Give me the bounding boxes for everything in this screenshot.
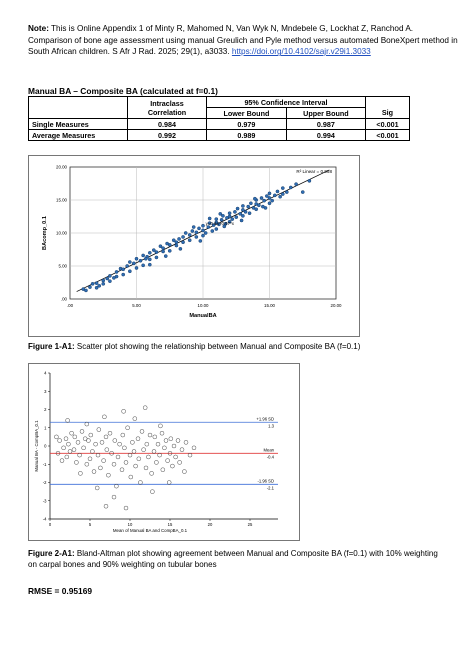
header-lower: Lower Bound	[207, 108, 287, 119]
scatter-point	[241, 204, 244, 207]
scatter-point	[181, 241, 184, 244]
appendix-note	[28, 23, 458, 58]
scatter-point	[201, 234, 204, 237]
table-header-row	[29, 97, 410, 108]
x-tick-label: 20	[207, 522, 213, 527]
scatter-point	[162, 250, 165, 253]
scatter-point	[201, 229, 204, 232]
row-label: Single Measures	[29, 119, 128, 130]
scatter-point	[308, 179, 311, 182]
row-sig: <0.001	[365, 130, 409, 141]
scatter-point	[115, 275, 118, 278]
scatter-point	[135, 257, 138, 260]
scatter-point	[201, 224, 204, 227]
reference-line-value: 1.3	[268, 423, 274, 429]
y-tick-label: 3	[44, 388, 47, 394]
y-tick-label: .00	[60, 296, 67, 302]
scatter-point	[102, 279, 105, 282]
row-upper: 0.994	[286, 130, 365, 141]
scatter-point	[295, 183, 298, 186]
scatter-point	[271, 199, 274, 202]
y-tick-label: 2	[44, 407, 47, 412]
scatter-point	[188, 233, 191, 236]
row-icc: 0.992	[128, 130, 207, 141]
table-row	[29, 119, 410, 130]
scatter-point	[235, 216, 238, 219]
scatter-point	[91, 282, 94, 285]
scatter-point	[177, 237, 180, 240]
header-icc: Intraclass Correlation	[128, 97, 207, 119]
scatter-point	[191, 229, 194, 232]
scatter-point	[164, 255, 167, 258]
scatter-point	[268, 202, 271, 205]
scatter-plot-figure	[28, 155, 360, 337]
reference-line-name: -1.96 SD	[257, 478, 274, 484]
scatter-point	[248, 212, 251, 215]
scatter-point	[142, 264, 145, 267]
row-icc: 0.984	[128, 119, 207, 130]
r2-legend: R² Linear = 0.968	[296, 169, 332, 174]
x-tick-label: 25	[247, 522, 253, 527]
icc-table	[28, 96, 410, 141]
x-axis-label: ManualBA	[189, 313, 217, 319]
scatter-point	[199, 239, 202, 242]
row-lower: 0.979	[207, 119, 287, 130]
y-tick-label: -3	[42, 498, 47, 504]
scatter-point	[249, 202, 252, 205]
row-upper: 0.987	[286, 119, 365, 130]
y-tick-label: 5.00	[58, 263, 67, 269]
scatter-point	[276, 190, 279, 193]
scatter-point	[181, 235, 184, 238]
scatter-point	[135, 266, 138, 269]
scatter-point	[255, 208, 258, 211]
y-axis-label: Manual BA - CompBA_0.1	[34, 420, 39, 472]
y-tick-label: -1	[42, 461, 47, 467]
scatter-point	[175, 244, 178, 247]
table-row	[29, 130, 410, 141]
scatter-point	[285, 190, 288, 193]
scatter-point	[126, 264, 129, 267]
figure2-caption	[28, 548, 448, 570]
x-tick-label: 15.00	[264, 303, 275, 308]
scatter-point	[128, 260, 131, 263]
figure2-caption-text: Bland-Altman plot showing agreement between Manual and Composite BA (f=0.1) with 10% weighting on carpal bones and 90% weighting on tubular bones	[28, 549, 438, 569]
scatter-point	[289, 186, 292, 189]
table-corner-cell	[29, 97, 128, 119]
reference-line-name: +1.96 SD	[256, 416, 274, 422]
scatter-point	[184, 231, 187, 234]
scatter-point	[195, 231, 198, 234]
scatter-point	[115, 270, 118, 273]
scatter-point	[268, 192, 271, 195]
scatter-point	[228, 215, 231, 218]
figure1-caption	[28, 341, 458, 352]
x-axis-label: Mean of Manual BA and CompBA_0.1	[112, 528, 188, 533]
scatter-point	[162, 247, 165, 250]
figure1-caption-label: Figure 1-A1:	[28, 342, 75, 351]
scatter-point	[241, 214, 244, 217]
header-sig: Sig	[365, 108, 409, 119]
scatter-point	[108, 280, 111, 283]
scatter-point	[139, 259, 142, 262]
figure1-caption-text: Scatter plot showing the relationship between Manual and Composite BA (f=0.1)	[74, 342, 361, 351]
scatter-point	[279, 195, 282, 198]
scatter-point	[233, 210, 236, 213]
x-tick-label: 10	[127, 522, 133, 527]
scatter-point	[281, 187, 284, 190]
header-sig-top	[365, 97, 409, 108]
y-tick-label: 20.00	[56, 164, 67, 170]
scatter-point	[301, 190, 304, 193]
x-tick-label: 0	[48, 522, 52, 527]
reference-line-name: Mean	[263, 447, 274, 453]
scatter-point	[281, 192, 284, 195]
scatter-point	[148, 258, 151, 261]
scatter-point	[260, 196, 263, 199]
y-tick-label: -2	[42, 480, 47, 485]
scatter-point	[179, 247, 182, 250]
scatter-point	[204, 231, 207, 234]
scatter-point	[244, 210, 247, 213]
rmse-value: RMSE = 0.95169	[28, 586, 93, 596]
scatter-point	[122, 273, 125, 276]
scatter-point	[155, 251, 158, 254]
table-title: Manual BA – Composite BA (calculated at f=0.1)	[28, 86, 218, 96]
y-tick-label: 10.00	[56, 230, 67, 236]
row-lower: 0.989	[207, 130, 287, 141]
scatter-point	[106, 277, 109, 280]
scatter-point	[236, 207, 239, 210]
bland-altman-figure	[28, 363, 300, 541]
y-axis-label: BAcomp_0.1	[42, 216, 48, 250]
scatter-point	[215, 227, 218, 230]
scatter-point	[148, 263, 151, 266]
scatter-point	[108, 274, 111, 277]
scatter-point	[168, 249, 171, 252]
scatter-point	[84, 289, 87, 292]
scatter-point	[247, 205, 250, 208]
scatter-point	[144, 257, 147, 260]
scatter-point	[208, 217, 211, 220]
note-text: This is Online Appendix 1 of Minty R, Mahomed N, Van Wyk N, Mndebele G, Lockhat Z, Ranchod A. Comparison of bone age assessment using manual Greulich and Pyle method versus automated BoneXpert method in South African children. S Afr J Rad. 2025; 29(1), a3033.	[28, 24, 458, 57]
scatter-point	[192, 225, 195, 228]
figure2-caption-label: Figure 2-A1:	[28, 549, 75, 558]
note-label: Note:	[28, 24, 49, 33]
scatter-point	[257, 204, 260, 207]
scatter-point	[122, 268, 125, 271]
x-tick-label: 5.00	[132, 303, 141, 308]
reference-line-value: -2.1	[266, 485, 274, 491]
header-upper: Upper Bound	[286, 108, 365, 119]
y-tick-label: 0	[44, 443, 47, 449]
scatter-point	[98, 284, 101, 287]
scatter-point	[95, 282, 98, 285]
row-label: Average Measures	[29, 130, 128, 141]
doi-link[interactable]: https://doi.org/10.4102/sajr.v29i1.3033	[231, 47, 371, 57]
row-sig: <0.001	[365, 119, 409, 130]
x-tick-label: 20.00	[330, 303, 342, 308]
scatter-point	[155, 256, 158, 259]
scatter-point	[142, 254, 145, 257]
scatter-point	[195, 235, 198, 238]
x-tick-label: .00	[66, 303, 74, 308]
scatter-point	[219, 212, 222, 215]
scatter-point	[253, 197, 256, 200]
x-tick-label: 10.00	[197, 303, 209, 308]
y-tick-label: 15.00	[56, 197, 67, 203]
scatter-point	[264, 206, 267, 209]
scatter-point	[188, 239, 191, 242]
scatter-point	[263, 199, 266, 202]
scatter-point	[240, 219, 243, 222]
y-tick-label: 4	[44, 370, 47, 376]
scatter-point	[268, 196, 271, 199]
scatter-point	[102, 282, 105, 285]
scatter-point	[128, 270, 131, 273]
scatter-point	[132, 262, 135, 265]
scatter-point	[168, 243, 171, 246]
scatter-point	[148, 251, 151, 254]
x-tick-label: 5	[88, 522, 92, 527]
scatter-point	[175, 241, 178, 244]
reference-line-value: -0.4	[266, 454, 274, 460]
fit-equation: y=0.64+0.97*x	[205, 221, 234, 227]
x-tick-label: 15	[167, 522, 173, 527]
figure-frame	[29, 364, 300, 541]
y-tick-label: 1	[44, 425, 47, 431]
scatter-point	[197, 227, 200, 230]
scatter-point	[273, 194, 276, 197]
y-tick-label: -4	[42, 516, 47, 522]
scatter-point	[211, 229, 214, 232]
header-ci: 95% Confidence Interval	[207, 97, 366, 108]
scatter-point	[228, 212, 231, 215]
scatter-point	[88, 286, 91, 289]
